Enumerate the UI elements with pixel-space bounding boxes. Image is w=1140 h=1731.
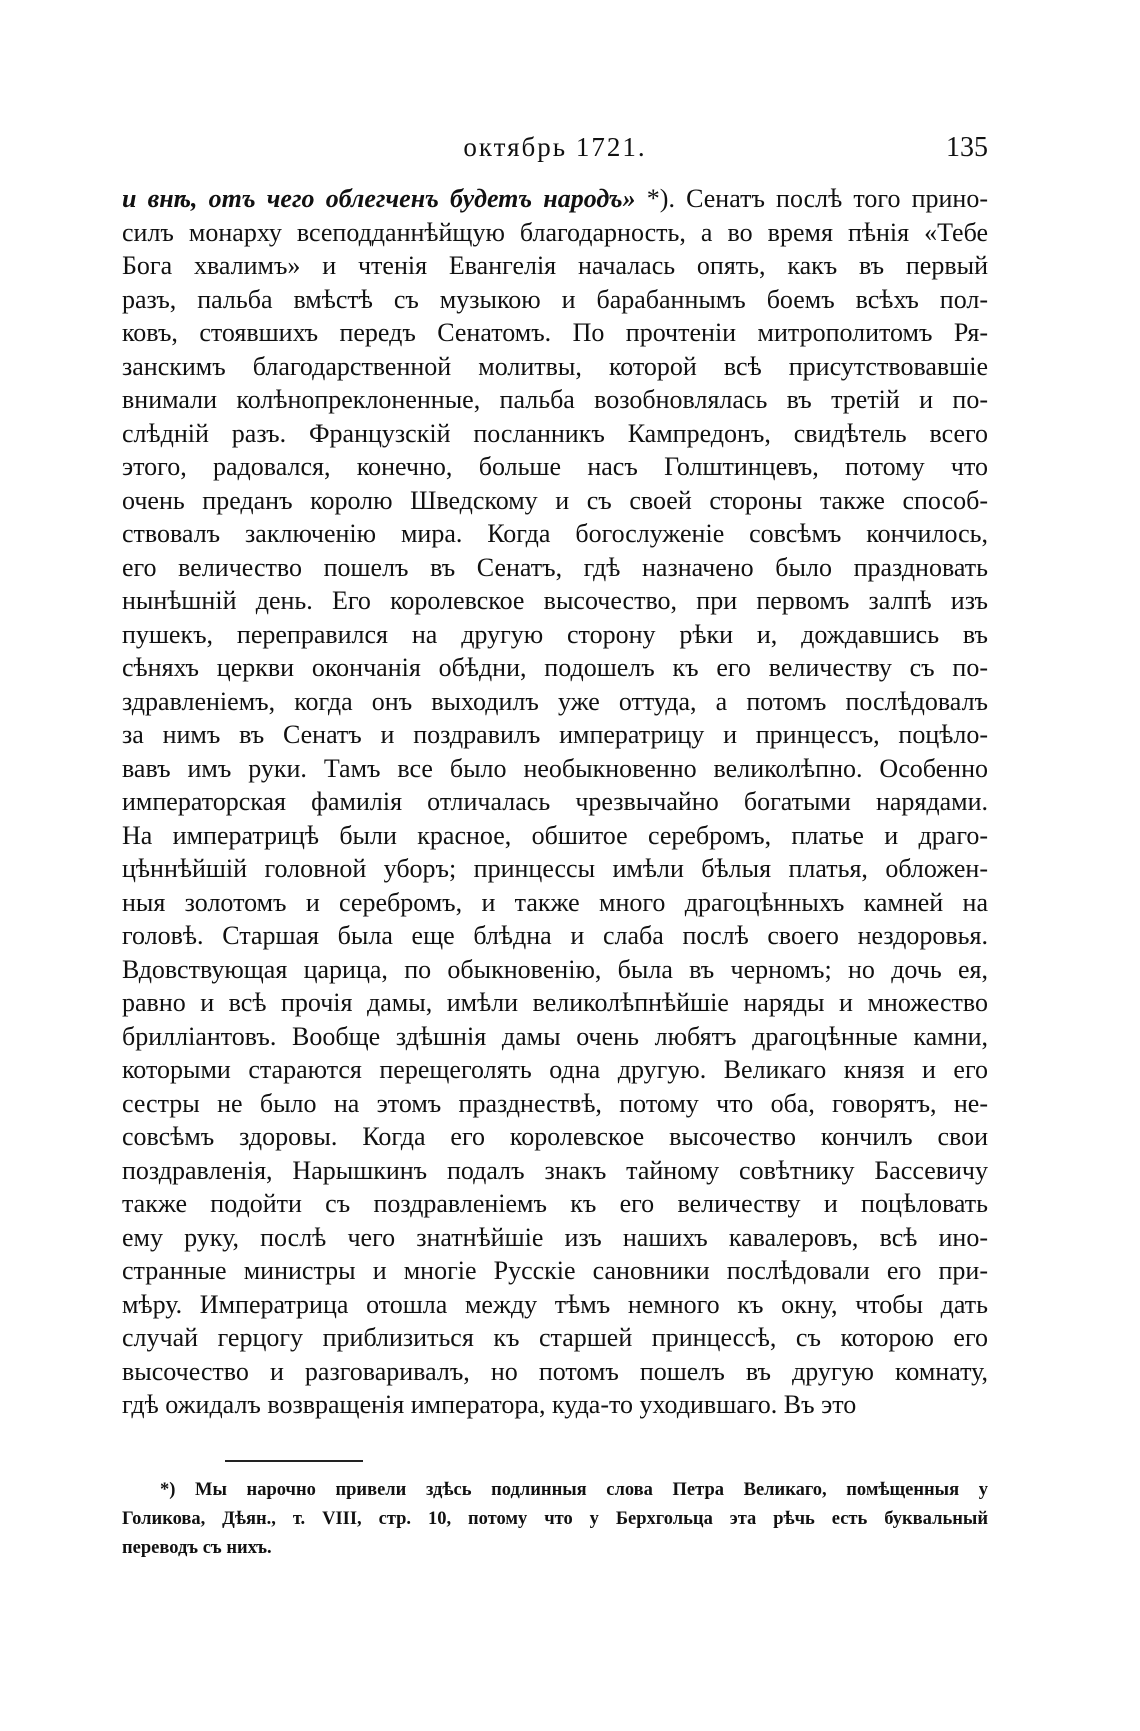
text-line: поздравленія, Нарышкинъ подалъ знакъ тайному совѣтнику Бассевичу xyxy=(122,1155,988,1185)
text-line: равно и всѣ прочія дамы, имѣли великолѣпнѣйшіе наряды и множество xyxy=(122,988,988,1017)
text-line: ему руку, послѣ чего знатнѣйшіе изъ нашихъ кавалеровъ, всѣ ино- xyxy=(122,1222,988,1252)
text-line: разъ, пальба вмѣстѣ съ музыкою и барабаннымъ боемъ всѣхъ пол- xyxy=(122,284,988,314)
text-line: его величество пошелъ въ Сенатъ, гдѣ назначено было праздновать xyxy=(122,552,988,582)
text-line: силъ монарху всеподданнѣйщую благодарность, а во время пѣнія «Тебе xyxy=(122,217,988,247)
footnote-divider xyxy=(225,1460,363,1462)
main-text xyxy=(122,182,988,1422)
text-line: случай герцогу приблизиться къ старшей принцессѣ, съ которою его xyxy=(122,1323,988,1352)
text-line: сѣняхъ церкви окончанія обѣдни, подошелъ къ его величеству съ по- xyxy=(122,653,988,682)
text-line: которыми стараются перещеголять одна другую. Великаго князя и его xyxy=(122,1055,988,1084)
footnote-line: *) Мы нарочно привели здѣсь подлинныя слова Петра Великаго, помѣщенныя у xyxy=(160,1480,988,1500)
text-line: слѣдній разъ. Французскій посланникъ Кампредонъ, свидѣтель всего xyxy=(122,418,988,448)
text-line: На императрицѣ были красное, обшитое серебромъ, платье и драго- xyxy=(122,820,988,850)
text-line: императорская фамилія отличалась чрезвычайно богатыми нарядами. xyxy=(122,787,988,816)
text-line: вавъ имъ руки. Тамъ все было необыкновенно великолѣпно. Особенно xyxy=(122,753,988,783)
text-line: головѣ. Старшая была еще блѣдна и слаба послѣ своего нездоровья. xyxy=(122,921,988,950)
text-line: внимали колѣнопреклоненные, пальба возобновлялась въ третій и по- xyxy=(122,385,988,414)
text-line: мѣру. Императрица отошла между тѣмъ немного къ окну, чтобы дать xyxy=(122,1289,988,1319)
text-line: Вдовствующая царица, по обыкновенію, была въ черномъ; но дочь ея, xyxy=(122,954,988,984)
text-line: гдѣ ожидалъ возвращенія императора, куда-то уходившаго. Въ это xyxy=(122,1390,857,1419)
page-header xyxy=(122,128,988,168)
text-line: этого, радовался, конечно, больше насъ Голштинцевъ, потому что xyxy=(122,452,988,481)
text-line: высочество и разговаривалъ, но потомъ пошелъ въ другую комнату, xyxy=(122,1356,988,1386)
text-line: совсѣмъ здоровы. Когда его королевское высочество кончилъ свои xyxy=(122,1122,988,1151)
footnote-line: переводъ съ нихъ. xyxy=(122,1538,272,1558)
page-number: 135 xyxy=(946,132,988,163)
footnote-line: Голикова, Дѣян., т. VIII, стр. 10, потому что у Берхгольца эта рѣчь есть буквальный xyxy=(122,1509,988,1529)
text-line: сестры не было на этомъ празднествѣ, потому что оба, говорятъ, не- xyxy=(122,1088,988,1118)
text-line: ныя золотомъ и серебромъ, и также много драгоцѣнныхъ камней на xyxy=(122,887,988,917)
text-line: очень преданъ королю Шведскому и съ своей стороны также способ- xyxy=(122,485,988,515)
text-line: ковъ, стоявшихъ передъ Сенатомъ. По прочтеніи митрополитомъ Ря- xyxy=(122,318,988,347)
text-line: цѣннѣйшій головной уборъ; принцессы имѣли бѣлыя платья, обложен- xyxy=(122,854,988,883)
footnote xyxy=(122,1476,988,1563)
text-line: нынѣшній день. Его королевское высочество, при первомъ залпѣ изъ xyxy=(122,586,988,615)
text-line-1-rest: *). Сенатъ послѣ того прино- xyxy=(635,184,988,213)
text-line: за нимъ въ Сенатъ и поздравилъ императрицу и принцессъ, поцѣло- xyxy=(122,720,988,749)
running-title: октябрь 1721. xyxy=(463,132,647,162)
text-line-1 xyxy=(122,182,988,216)
text-line: странные министры и многіе Русскіе сановники послѣдовали его при- xyxy=(122,1256,988,1285)
text-line: ствовалъ заключенію мира. Когда богослуженіе совсѣмъ кончилось, xyxy=(122,519,988,548)
text-line: Бога хвалимъ» и чтенія Евангелія началась опять, какъ въ первый xyxy=(122,251,988,280)
text-line: здравленіемъ, когда онъ выходилъ уже оттуда, а потомъ послѣдовалъ xyxy=(122,686,988,716)
text-line: также подойти съ поздравленіемъ къ его величеству и поцѣловать xyxy=(122,1189,988,1218)
quoted-speech: и внѣ, отъ чего облегченъ будетъ народъ» xyxy=(122,184,636,213)
text-line: брилліантовъ. Вообще здѣшнія дамы очень любятъ драгоцѣнные камни, xyxy=(122,1021,988,1051)
text-line: занскимъ благодарственной молитвы, которой всѣ присутствовавшіе xyxy=(122,351,988,381)
text-line: пушекъ, переправился на другую сторону рѣки и, дождавшись въ xyxy=(122,619,988,649)
